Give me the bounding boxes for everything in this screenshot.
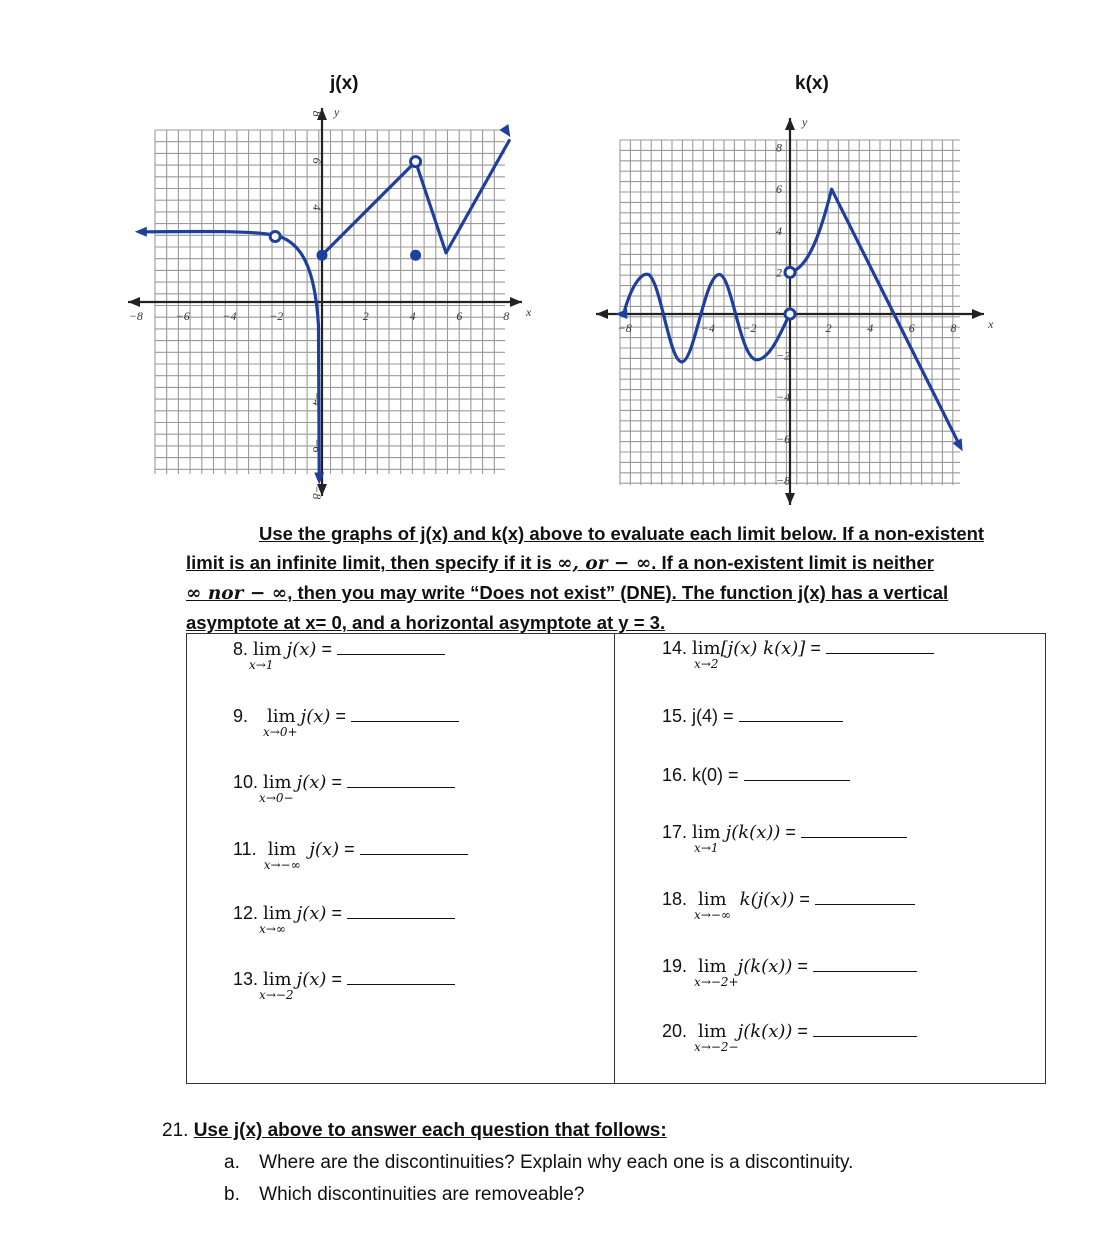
y-tick-label: −6 [776, 431, 791, 446]
q10-answer-blank[interactable] [347, 786, 455, 788]
x-tick-label: −8 [128, 309, 143, 323]
q16-text: 16. k(0) = [662, 765, 739, 785]
graph-title-k: k(x) [795, 73, 829, 94]
q14-answer-blank[interactable] [826, 652, 934, 654]
q21b-text: Which discontinuities are removeable? [259, 1184, 585, 1205]
k-open-point-0-2 [785, 267, 795, 277]
x-axis-label: x [526, 305, 532, 319]
q10-lim-word: lim [263, 772, 292, 793]
q18-lim [694, 889, 731, 922]
q13-number: 13. [233, 969, 259, 989]
q18-equals: = [799, 889, 810, 909]
question-21 [162, 1120, 667, 1142]
question-14 [662, 638, 934, 671]
q12-number: 12. [233, 903, 259, 923]
x-tick-label: 2 [825, 321, 832, 335]
q8-answer-blank[interactable] [337, 653, 445, 655]
k-open-point-0-0 [785, 309, 795, 319]
y-tick-label: 6 [776, 182, 782, 197]
q17-answer-blank[interactable] [801, 836, 907, 838]
q9-answer-blank[interactable] [351, 720, 459, 722]
q13-equals: = [331, 969, 342, 989]
x-tick-label: 4 [867, 321, 874, 335]
y-tick-label: −8 [310, 485, 324, 500]
q17-equals: = [785, 822, 796, 842]
q13-lim-word: lim [263, 969, 292, 990]
q11-answer-blank[interactable] [360, 853, 468, 855]
q13-lim [259, 969, 294, 1002]
q8-lim [249, 639, 282, 672]
instruction-line-2-text: limit is an infinite limit, then specify if it is [186, 552, 558, 573]
q12-answer-blank[interactable] [347, 917, 455, 919]
x-tick-label: −4 [222, 309, 237, 323]
q17-lim-word: lim [692, 822, 721, 843]
question-10 [233, 772, 455, 805]
q14-lim-word: lim [692, 638, 721, 659]
k-right-branch [790, 189, 958, 443]
q10-number: 10. [233, 772, 259, 792]
q11-lim [263, 839, 301, 872]
q14-lim [692, 638, 721, 671]
q16-answer-blank[interactable] [744, 779, 850, 781]
instruction-line-3-text: , then you may write “Does not exist” (DNE). The function j(x) has a vertical [287, 582, 949, 603]
q18-lim-sub: x→−∞ [694, 908, 731, 922]
q13-lim-sub: x→−2 [259, 988, 294, 1002]
q10-lim-sub: x→0− [259, 791, 294, 805]
x-axis-arrow-left [128, 297, 140, 307]
x-tick-label: 2 [362, 309, 369, 323]
q10-expr: j(x) [296, 772, 327, 793]
q20-lim-word: lim [698, 1021, 727, 1042]
q17-lim [692, 822, 721, 855]
y-tick-label: −6 [310, 438, 324, 453]
q14-expr: [j(x) k(x)] [720, 638, 806, 659]
j-closed-point-0 [317, 250, 328, 261]
y-tick-label: 8 [310, 110, 324, 117]
x-axis-arrow-right [510, 297, 522, 307]
q14-equals: = [810, 638, 821, 658]
y-tick-label: −4 [310, 391, 324, 406]
q14-lim-sub: x→2 [694, 657, 719, 671]
q13-answer-blank[interactable] [347, 983, 455, 985]
x-axis-arrow-right [972, 309, 984, 319]
q21-heading: Use j(x) above to answer each question that follows: [193, 1120, 667, 1141]
q18-expr: k(j(x)) [739, 889, 795, 910]
instructions [186, 519, 1031, 637]
q18-number: 18. [662, 889, 688, 909]
x-axis-arrow-left [596, 309, 608, 319]
x-tick-label: −2 [742, 321, 757, 335]
question-8 [233, 639, 445, 672]
x-tick-label: 4 [409, 309, 416, 323]
q9-number: 9. [233, 706, 249, 726]
j-left-branch [147, 231, 320, 477]
x-tick-label: 6 [908, 321, 915, 335]
instruction-line-4: asymptote at x= 0, and a horizontal asymptote at y = 3. [186, 612, 666, 633]
q20-lim [694, 1021, 739, 1054]
q19-answer-blank[interactable] [813, 970, 917, 972]
q18-lim-word: lim [698, 889, 727, 910]
q20-expr: j(k(x)) [737, 1021, 793, 1042]
y-axis-arrow-down [785, 493, 795, 505]
graph-j [120, 100, 530, 500]
k-left-arrow [615, 309, 627, 319]
x-tick-label: −6 [175, 309, 190, 323]
q8-lim-word: lim [253, 639, 282, 660]
q8-number: 8. [233, 639, 249, 659]
q12-lim-word: lim [263, 903, 292, 924]
j-open-point-neg2 [270, 231, 280, 241]
question-12 [233, 903, 455, 936]
y-axis-arrow-up [785, 118, 795, 130]
question-20 [662, 1021, 917, 1054]
q19-expr: j(k(x)) [737, 956, 793, 977]
j-left-arrow [135, 227, 147, 237]
q11-lim-sub: x→−∞ [263, 858, 301, 872]
q12-equals: = [331, 903, 342, 923]
j-closed-point-4 [410, 250, 421, 261]
q15-text: 15. j(4) = [662, 706, 734, 726]
y-axis-label: y [802, 115, 808, 129]
graph-title-j: j(x) [330, 73, 359, 94]
q21-number: 21. [162, 1120, 194, 1141]
q20-answer-blank[interactable] [813, 1035, 917, 1037]
infinity-nor-expression: ∞ nor − ∞ [186, 583, 288, 604]
question-9 [233, 706, 459, 739]
y-tick-label: 4 [310, 204, 324, 211]
q11-number: 11. [233, 839, 257, 859]
q21b-label: b. [224, 1184, 240, 1205]
infinity-expression: ∞, or − ∞ [557, 553, 652, 574]
q9-lim-word: lim [267, 706, 296, 727]
x-tick-label: 6 [456, 309, 463, 323]
x-tick-label: −4 [700, 321, 715, 335]
instruction-line-1: Use the graphs of j(x) and k(x) above to evaluate each limit below. If a non-existent [259, 523, 985, 544]
x-axis-label: x [988, 317, 994, 331]
question-21a [224, 1152, 853, 1174]
q12-expr: j(x) [296, 903, 327, 924]
q19-number: 19. [662, 956, 688, 976]
q11-expr: j(x) [309, 839, 340, 860]
question-11 [233, 839, 468, 872]
x-tick-label: −2 [269, 309, 284, 323]
q19-lim-sub: x→−2+ [694, 975, 739, 989]
q10-lim [259, 772, 294, 805]
q19-lim [694, 956, 739, 989]
q8-expr: j(x) [286, 639, 317, 660]
y-tick-label: 8 [776, 140, 782, 155]
q8-equals: = [321, 639, 332, 659]
q11-lim-word: lim [267, 839, 297, 860]
q21a-text: Where are the discontinuities? Explain why each one is a discontinuity. [259, 1152, 854, 1173]
q15-answer-blank[interactable] [739, 720, 843, 722]
q17-expr: j(k(x)) [725, 822, 781, 843]
q13-expr: j(x) [296, 969, 327, 990]
q21a-label: a. [224, 1152, 240, 1173]
q12-lim [259, 903, 292, 936]
y-tick-label: −8 [776, 473, 791, 488]
question-13 [233, 969, 455, 1002]
q9-equals: = [335, 706, 346, 726]
graph-k [590, 110, 1000, 510]
q9-lim [263, 706, 298, 739]
y-tick-label: 2 [776, 265, 782, 280]
question-17 [662, 822, 907, 855]
y-axis-label: y [334, 105, 340, 119]
q14-number: 14. [662, 638, 688, 658]
question-box-divider [614, 633, 615, 1084]
q9-lim-sub: x→0+ [263, 725, 298, 739]
x-tick-label: −8 [617, 321, 632, 335]
x-tick-label: 8 [503, 309, 510, 323]
q8-lim-sub: x→1 [249, 658, 274, 672]
q10-equals: = [331, 772, 342, 792]
question-18 [662, 889, 915, 922]
y-tick-label: −2 [776, 348, 791, 363]
instruction-line-3 [186, 578, 1031, 608]
j-open-point-4 [411, 157, 421, 167]
q18-answer-blank[interactable] [815, 903, 915, 905]
q17-lim-sub: x→1 [694, 841, 719, 855]
question-15 [662, 706, 843, 727]
q11-equals: = [344, 839, 355, 859]
q12-lim-sub: x→∞ [259, 922, 286, 936]
k-wave-branch [624, 274, 790, 362]
q20-number: 20. [662, 1021, 688, 1041]
y-tick-label: −4 [776, 390, 791, 405]
q19-lim-word: lim [698, 956, 727, 977]
q20-lim-sub: x→−2− [694, 1040, 739, 1054]
q9-expr: j(x) [300, 706, 331, 727]
instruction-line-2-tail: . If a non-existent limit is neither [651, 552, 934, 573]
y-tick-label: 6 [310, 157, 324, 164]
y-tick-label: 4 [776, 223, 782, 238]
question-19 [662, 956, 917, 989]
j-right-arrow [499, 124, 510, 137]
question-21b [224, 1184, 584, 1206]
q20-equals: = [797, 1021, 808, 1041]
x-tick-label: 8 [950, 321, 957, 335]
q17-number: 17. [662, 822, 688, 842]
question-16 [662, 765, 850, 786]
instruction-line-2 [186, 548, 1031, 578]
q19-equals: = [797, 956, 808, 976]
